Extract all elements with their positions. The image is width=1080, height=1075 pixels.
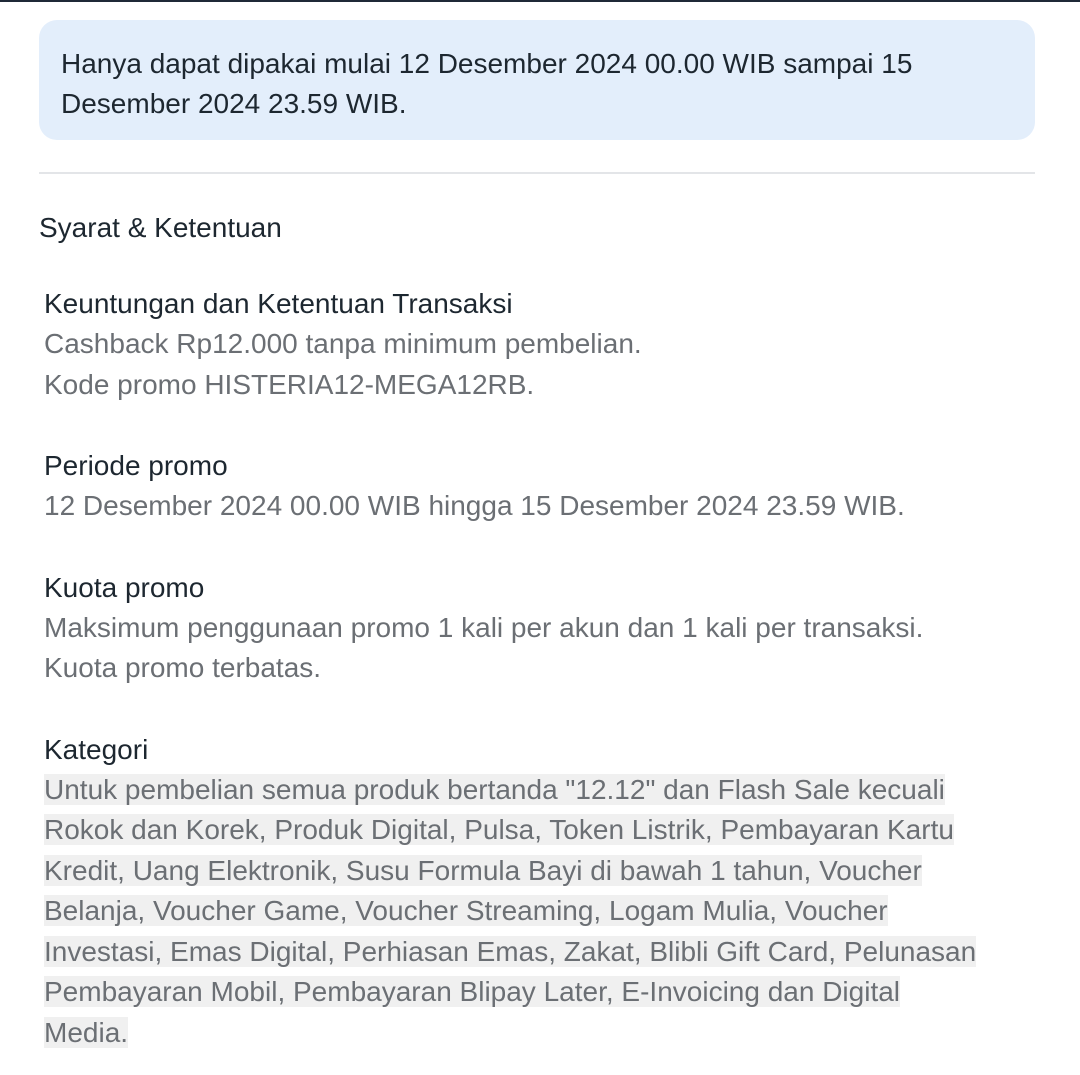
notice-line: Desember 2024 23.59 WIB.	[61, 88, 407, 119]
term-line: Untuk pembelian semua produk bertanda "12.12" dan Flash Sale kecuali	[44, 773, 945, 805]
term-line: Media.	[44, 1016, 129, 1048]
section-divider	[39, 172, 1035, 174]
term-line: Pembayaran Mobil, Pembayaran Blipay Later, E-Invoicing dan Digital	[44, 976, 901, 1007]
term-line: Investasi, Emas Digital, Perhiasan Emas, Zakat, Blibli Gift Card, Pelunasan	[44, 935, 977, 967]
term-heading: Kuota promo	[44, 571, 205, 603]
term-body	[44, 608, 1044, 689]
term-body	[44, 324, 1044, 405]
terms-title: Syarat & Ketentuan	[39, 212, 282, 243]
term-line: Kredit, Uang Elektronik, Susu Formula Bayi di bawah 1 tahun, Voucher	[44, 854, 922, 886]
term-heading: Keuntungan dan Ketentuan Transaksi	[44, 288, 513, 319]
term-body	[44, 486, 1044, 527]
notice-line: Hanya dapat dipakai mulai 12 Desember 2024 00.00 WIB sampai 15	[61, 48, 913, 79]
term-line: Belanja, Voucher Game, Voucher Streaming, Logam Mulia, Voucher	[44, 895, 888, 926]
top-border	[0, 0, 1080, 2]
term-line: Rokok dan Korek, Produk Digital, Pulsa, Token Listrik, Pembayaran Kartu	[44, 814, 954, 845]
term-body	[44, 770, 1044, 1054]
term-line: Kuota promo terbatas.	[44, 652, 322, 683]
term-line: Maksimum penggunaan promo 1 kali per akun dan 1 kali per transaksi.	[44, 611, 924, 643]
term-line: Kode promo HISTERIA12-MEGA12RB.	[44, 368, 535, 400]
terms-list	[44, 284, 1044, 1053]
term-quota	[44, 568, 1044, 689]
validity-notice	[39, 20, 1035, 140]
term-heading: Kategori	[44, 733, 149, 765]
term-category	[44, 730, 1044, 1054]
term-period	[44, 446, 1044, 527]
term-benefits	[44, 284, 1044, 405]
term-line: Cashback Rp12.000 tanpa minimum pembelian.	[44, 328, 642, 359]
term-heading: Periode promo	[44, 450, 228, 481]
term-line: 12 Desember 2024 00.00 WIB hingga 15 Desember 2024 23.59 WIB.	[44, 490, 905, 521]
